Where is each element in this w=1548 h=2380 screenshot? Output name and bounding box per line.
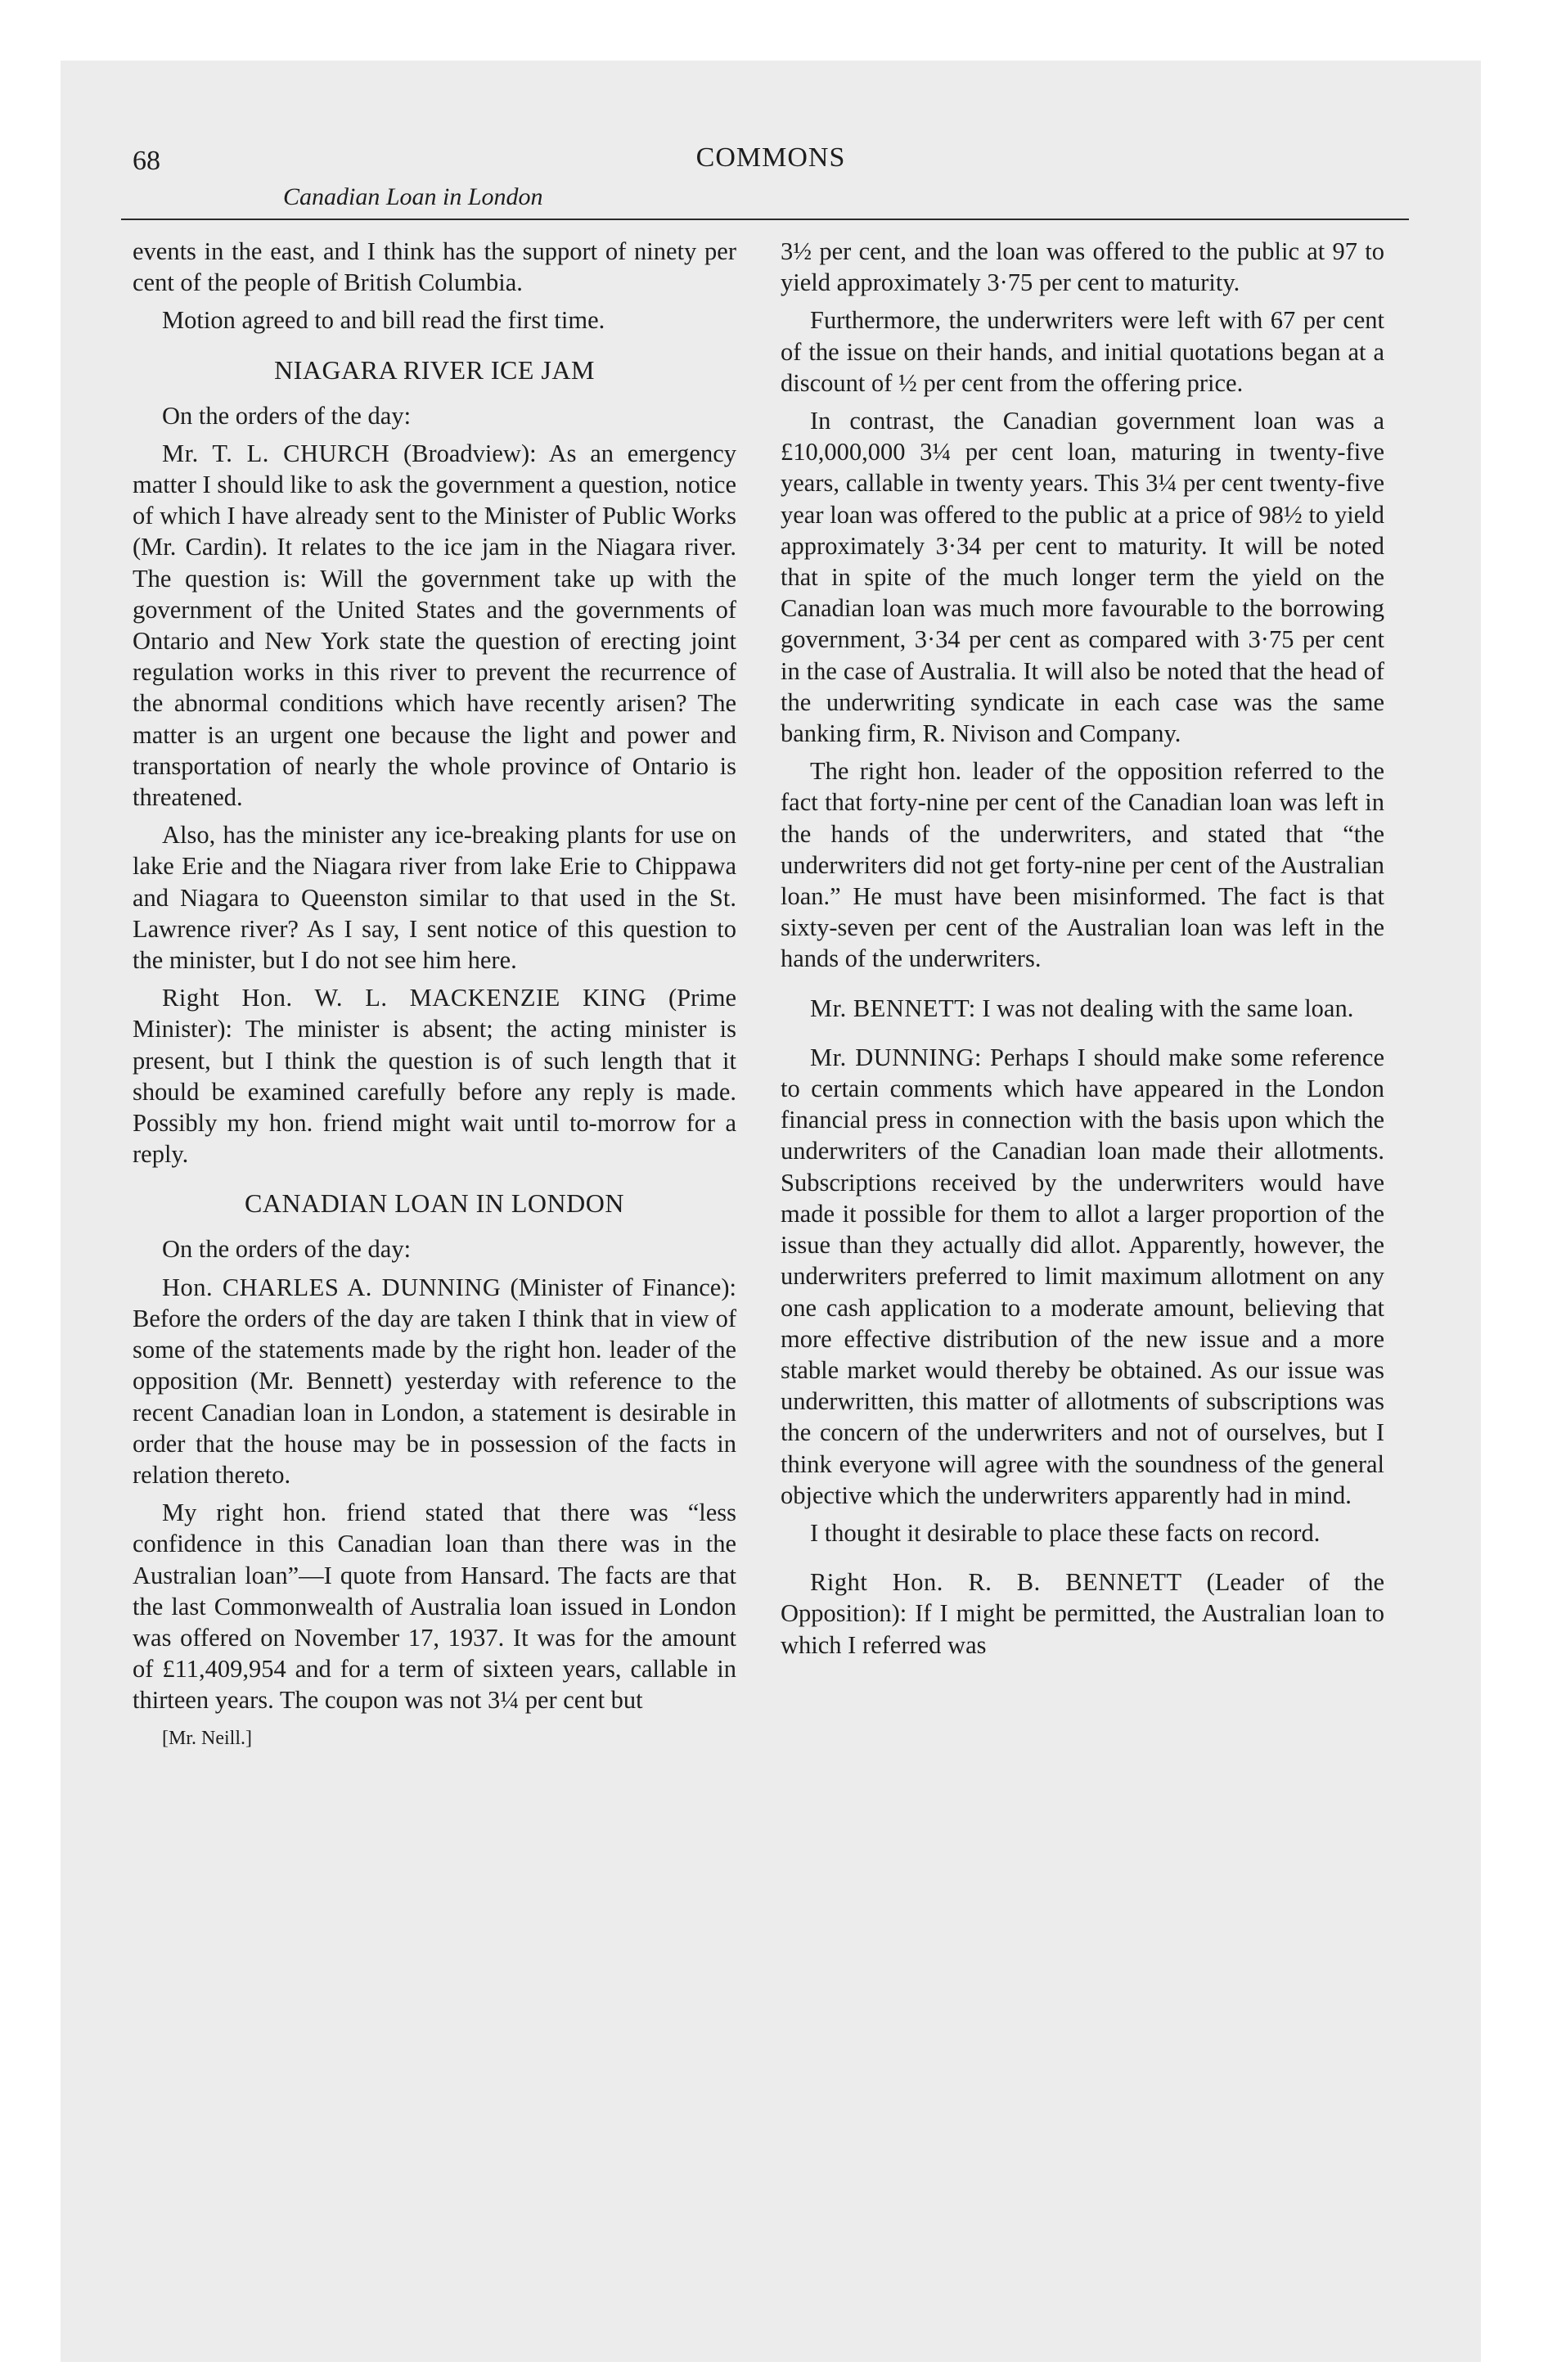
speaker-name: Mr. T. L. CHURCH bbox=[162, 439, 390, 467]
paragraph: On the orders of the day: bbox=[162, 1235, 412, 1264]
speech-text: I was not dealing with the same loan. bbox=[975, 994, 1354, 1022]
paragraph: Also, has the minister any ice-breaking plants for use on lake Erie and the Niagara river from lake Erie to Chippawa and Niagara to Queenston similar to that used in the St. Lawrence river? As I say, I sent notice of this question to the minister, but I do not see him here. bbox=[133, 821, 736, 975]
running-subtitle: Canadian Loan in London bbox=[283, 183, 543, 210]
speech-bennett-2 bbox=[781, 1566, 1384, 1661]
paragraph: Motion agreed to and bill read the first time. bbox=[162, 306, 605, 335]
paragraph: I thought it desirable to place these facts on record. bbox=[810, 1518, 1321, 1547]
speech-text: (Prime Minister): The minister is absent; the acting minister is present, but I think the question is of such length that it should be examined carefully before any reply is made. Possibly my hon. friend might wait until to-morrow for a reply. bbox=[133, 984, 736, 1169]
paragraph: events in the east, and I think has the support of ninety per cent of the people of British Columbia. bbox=[133, 237, 736, 297]
speech-church bbox=[133, 438, 736, 813]
speaker-name: Mr. DUNNING: bbox=[810, 1043, 983, 1071]
right-column bbox=[781, 236, 1384, 1667]
speech-dunning bbox=[133, 1272, 736, 1490]
speaker-name: Mr. BENNETT: bbox=[810, 994, 976, 1022]
paragraph: The right hon. leader of the opposition referred to the fact that forty-nine per cent of the Canadian loan was left in the hands of the underwriters, and stated that “the underwriters did not get forty-nine per cent of the Australian loan.” He must have been misinformed. The fact is that sixty-seven per cent of the Australian loan was left in the hands of the underwriters. bbox=[781, 757, 1384, 973]
speech-dunning-2 bbox=[781, 1042, 1384, 1511]
speech-text: Perhaps I should make some reference to certain comments which have appeared in the London financial press in connection with the basis upon which the underwriters of the Canadian loan made their allotments. Subscriptions received by the underwriters would have made it possible for them to allot a larger proportion of the issue than they actually did allot. Apparently, however, the underwriters preferred to limit maximum allotment on any one cash application to a moderate amount, believing that more effective distribution of the new issue and a more stable market would thereby be obtained. As our issue was underwritten, this matter of allotments of subscriptions was the concern of the underwriters and not of ourselves, but I think everyone will agree with the soundness of the general objective which the underwriters apparently had in mind. bbox=[781, 1043, 1384, 1509]
speech-text: (Broadview): As an emergency matter I should like to ask the government a question, notice of which I have already sent to the Minister of Public Works (Mr. Cardin). It relates to the ice jam in the Niagara river. The question is: Will the government take up with the government of the United States and the governments of Ontario and New York state the question of erecting joint regulation works in this river to prevent the recurrence of the abnormal conditions which have recently arisen? The matter is an urgent one because the light and power and transportation of nearly the whole province of Ontario is threatened. bbox=[133, 439, 737, 812]
header-rule bbox=[121, 219, 1409, 220]
paragraph: Furthermore, the underwriters were left with 67 per cent of the issue on their hands, and initial quotations began at a discount of ½ per cent from the offering price. bbox=[781, 306, 1384, 397]
section-heading-loan: CANADIAN LOAN IN LONDON bbox=[245, 1188, 624, 1219]
paragraph: My right hon. friend stated that there was “less confidence in this Canadian loan than there was in the Australian loan”—I quote from Hansard. The facts are that the last Commonwealth of Australia loan issued in London was offered on November 17, 1937. It was for the amount of £11,409,954 and for a term of sixteen years, callable in thirteen years. The coupon was not 3¼ per cent but bbox=[133, 1499, 736, 1715]
speaker-name: Right Hon. R. B. BENNETT bbox=[810, 1568, 1182, 1597]
footer-note: [Mr. Neill.] bbox=[162, 1727, 252, 1749]
paragraph: In contrast, the Canadian government loan was a £10,000,000 3¼ per cent loan, maturing in twenty-five years, callable in twenty years. This 3¼ per cent twenty-five year loan was offered to the public at a price of 98½ to yield approximately 3·34 per cent to maturity. It will be noted that in spite of the much longer term the yield on the Canadian loan was much more favourable to the borrowing government, 3·34 per cent as compared with 3·75 per cent in the case of Australia. It will also be noted that the head of the underwriting syndicate in each case was the same banking firm, R. Nivison and Company. bbox=[781, 407, 1384, 748]
paragraph: On the orders of the day: bbox=[162, 401, 412, 430]
speech-text: (Leader of the Opposition): If I might be permitted, the Australian loan to which I referred was bbox=[781, 1568, 1384, 1659]
page-number: 68 bbox=[133, 146, 160, 176]
running-head: COMMONS bbox=[695, 142, 846, 173]
speech-king bbox=[133, 982, 736, 1170]
paragraph: 3½ per cent, and the loan was offered to the public at 97 to yield approximately 3·75 per cent to maturity. bbox=[781, 237, 1384, 297]
page bbox=[61, 61, 1481, 2362]
speaker-name: Right Hon. W. L. MACKENZIE KING bbox=[162, 984, 647, 1012]
speaker-name: Hon. CHARLES A. DUNNING bbox=[162, 1273, 502, 1301]
section-heading-niagara: NIAGARA RIVER ICE JAM bbox=[274, 354, 595, 385]
speech-text: (Minister of Finance): Before the orders of the day are taken I think that in view of some of the statements made by the right hon. leader of the opposition (Mr. Bennett) yesterday with reference to the recent Canadian loan in London, a statement is desirable in order that the house may be in possession of the facts in relation thereto. bbox=[133, 1273, 736, 1489]
page-header bbox=[61, 61, 1481, 224]
left-column bbox=[133, 236, 736, 1760]
speech-bennett bbox=[781, 993, 1384, 1024]
